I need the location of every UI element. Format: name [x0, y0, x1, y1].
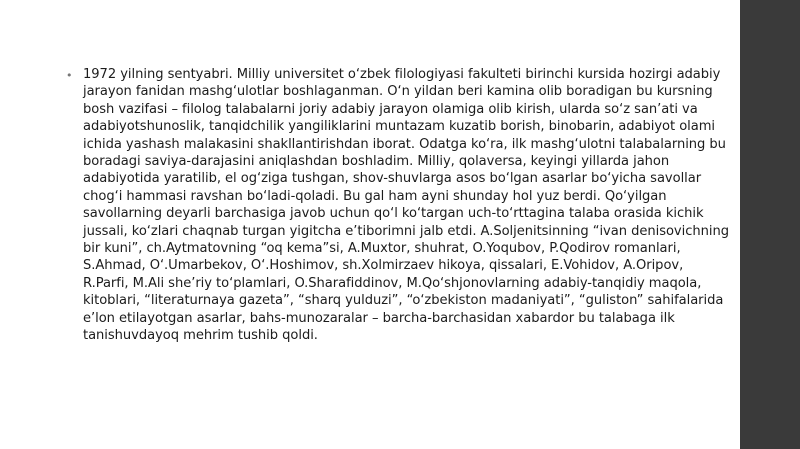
bullet-text: 1972 yilning sentyabri. Milliy universitet o‘zbek filologiyasi fakulteti birinchi kursida hozirgi adabiy jarayon fanidan mashg‘ulotlar boshlaganman. O‘n yildan beri kamina olib boradigan bu kursning bosh vazifasi – filolog talabalarni joriy adabiy jarayon olamiga olib kirish, ularda so‘z san’ati va adabiyotshunoslik, tanqidchilik yangiliklarini muntazam kuzatib borish, binobarin, adabiyot olami ichida yashash malakasini shakllantirishdan iborat. Odatga ko‘ra, ilk mashg‘ulotni talabalarning bu boradagi saviya-darajasini aniqlashdan boshladim. Milliy, qolaversa, keyingi yillarda jahon adabiyotida yaratilib, el og‘ziga tushgan, shov-shuvlarga asos bo‘lgan asarlar bo‘yicha savollar chog‘i hammasi ravshan bo‘ladi-qoladi. Bu gal ham ayni shunday hol yuz berdi. Qo‘yilgan savollarning deyarli barchasiga javob uchun qo‘l ko‘targan uch-to‘rttagina talaba orasida kichik jussali, ko‘zlari chaqnab turgan yigitcha e’tiborimni jalb etdi. A.Soljenitsinning “ivan denisovichning bir kuni”, ch.Aytmatovning “oq kema”si, A.Muxtor, shuhrat, O.Yoqubov, P.Qodirov romanlari, S.Ahmad, O‘.Umarbekov, O‘.Hoshimov, sh.Xolmirzaev hikoya, qissalari, E.Vohidov, A.Oripov, R.Parfi, M.Ali she’riy to‘plamlari, O.Sharafiddinov, M.Qo‘shjonovlarning adabiy-tanqidiy maqola, kitoblari, “literaturnaya gazeta”, “sharq yulduzi”, “o‘zbekiston madaniyati”, “guliston” sahifalarida e’lon etilayotgan asarlar, bahs-munozaralar – barcha-barchasidan xabardor bu talabaga ilk tanishuvdayoq mehrim tushib qoldi. [83, 67, 729, 344]
side-band [740, 0, 800, 449]
bullet-item [64, 66, 729, 345]
bullet-dot-icon: • [66, 69, 73, 82]
slide-body [64, 66, 729, 345]
